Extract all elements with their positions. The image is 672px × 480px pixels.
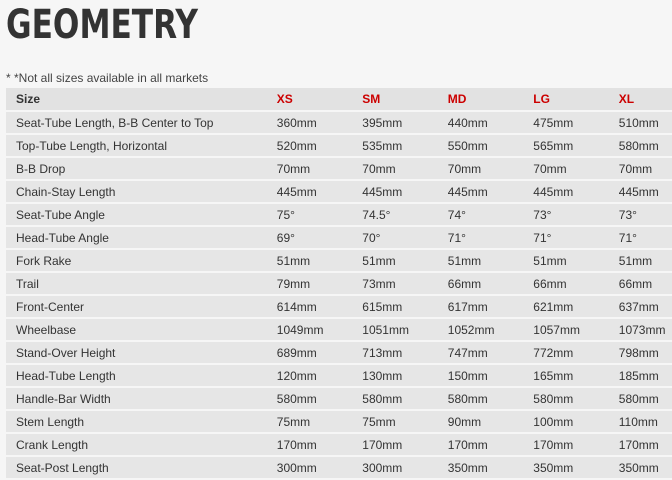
table-header-row — [6, 88, 672, 110]
cell-sm: 395mm — [362, 112, 448, 133]
size-header-sm: SM — [362, 88, 448, 110]
cell-sm: 300mm — [362, 457, 448, 478]
row-label: Wheelbase — [6, 319, 277, 340]
cell-lg: 445mm — [533, 181, 619, 202]
cell-xl: 185mm — [619, 365, 672, 386]
cell-md: 170mm — [448, 434, 534, 455]
cell-md: 70mm — [448, 158, 534, 179]
table-row — [6, 158, 672, 179]
row-label: Chain-Stay Length — [6, 181, 277, 202]
table-row — [6, 273, 672, 294]
cell-sm: 70mm — [362, 158, 448, 179]
cell-sm: 170mm — [362, 434, 448, 455]
cell-lg: 66mm — [533, 273, 619, 294]
cell-xs: 689mm — [277, 342, 363, 363]
cell-md: 1052mm — [448, 319, 534, 340]
cell-xl: 1073mm — [619, 319, 672, 340]
cell-xs: 1049mm — [277, 319, 363, 340]
cell-md: 150mm — [448, 365, 534, 386]
cell-xl: 71° — [619, 227, 672, 248]
row-label: Handle-Bar Width — [6, 388, 277, 409]
cell-lg: 70mm — [533, 158, 619, 179]
table-row — [6, 319, 672, 340]
cell-md: 440mm — [448, 112, 534, 133]
table-row — [6, 342, 672, 363]
cell-xl: 66mm — [619, 273, 672, 294]
size-header-xl: XL — [619, 88, 672, 110]
cell-md: 66mm — [448, 273, 534, 294]
table-row — [6, 250, 672, 271]
table-row — [6, 434, 672, 455]
cell-lg: 100mm — [533, 411, 619, 432]
table-row — [6, 227, 672, 248]
cell-xs: 75mm — [277, 411, 363, 432]
cell-sm: 75mm — [362, 411, 448, 432]
cell-xl: 70mm — [619, 158, 672, 179]
cell-xs: 170mm — [277, 434, 363, 455]
row-label: Front-Center — [6, 296, 277, 317]
availability-note: * *Not all sizes available in all markets — [6, 71, 209, 85]
size-header-label: Size — [6, 88, 277, 110]
cell-lg: 73° — [533, 204, 619, 225]
cell-sm: 130mm — [362, 365, 448, 386]
size-header-md: MD — [448, 88, 534, 110]
cell-xs: 51mm — [277, 250, 363, 271]
row-label: Seat-Post Length — [6, 457, 277, 478]
row-label: Top-Tube Length, Horizontal — [6, 135, 277, 156]
cell-xs: 614mm — [277, 296, 363, 317]
cell-xs: 70mm — [277, 158, 363, 179]
cell-xl: 580mm — [619, 388, 672, 409]
cell-lg: 565mm — [533, 135, 619, 156]
cell-md: 550mm — [448, 135, 534, 156]
cell-xs: 75° — [277, 204, 363, 225]
cell-lg: 475mm — [533, 112, 619, 133]
cell-xs: 120mm — [277, 365, 363, 386]
cell-sm: 73mm — [362, 273, 448, 294]
row-label: Seat-Tube Angle — [6, 204, 277, 225]
table-row — [6, 135, 672, 156]
cell-md: 74° — [448, 204, 534, 225]
cell-md: 350mm — [448, 457, 534, 478]
cell-md: 90mm — [448, 411, 534, 432]
cell-lg: 170mm — [533, 434, 619, 455]
cell-xl: 580mm — [619, 135, 672, 156]
table-row — [6, 296, 672, 317]
cell-md: 617mm — [448, 296, 534, 317]
cell-xl: 445mm — [619, 181, 672, 202]
row-label: Stem Length — [6, 411, 277, 432]
geometry-table-body — [6, 112, 672, 478]
cell-md: 51mm — [448, 250, 534, 271]
cell-lg: 772mm — [533, 342, 619, 363]
cell-sm: 535mm — [362, 135, 448, 156]
page-title: GEOMETRY — [6, 2, 199, 48]
cell-lg: 580mm — [533, 388, 619, 409]
cell-sm: 1051mm — [362, 319, 448, 340]
table-row — [6, 181, 672, 202]
cell-sm: 70° — [362, 227, 448, 248]
cell-md: 580mm — [448, 388, 534, 409]
cell-xs: 79mm — [277, 273, 363, 294]
cell-xl: 51mm — [619, 250, 672, 271]
size-header-lg: LG — [533, 88, 619, 110]
cell-lg: 621mm — [533, 296, 619, 317]
table-row — [6, 112, 672, 133]
row-label: Trail — [6, 273, 277, 294]
table-row — [6, 365, 672, 386]
row-label: Head-Tube Angle — [6, 227, 277, 248]
cell-lg: 350mm — [533, 457, 619, 478]
cell-sm: 713mm — [362, 342, 448, 363]
cell-xl: 350mm — [619, 457, 672, 478]
cell-xs: 360mm — [277, 112, 363, 133]
cell-xl: 798mm — [619, 342, 672, 363]
row-label: Head-Tube Length — [6, 365, 277, 386]
table-row — [6, 411, 672, 432]
row-label: Stand-Over Height — [6, 342, 277, 363]
cell-xs: 580mm — [277, 388, 363, 409]
cell-sm: 51mm — [362, 250, 448, 271]
cell-xl: 510mm — [619, 112, 672, 133]
cell-lg: 165mm — [533, 365, 619, 386]
table-row — [6, 457, 672, 478]
cell-lg: 51mm — [533, 250, 619, 271]
cell-md: 445mm — [448, 181, 534, 202]
cell-sm: 74.5° — [362, 204, 448, 225]
table-row — [6, 388, 672, 409]
cell-xl: 170mm — [619, 434, 672, 455]
row-label: Fork Rake — [6, 250, 277, 271]
size-header-xs: XS — [277, 88, 363, 110]
cell-md: 71° — [448, 227, 534, 248]
cell-xl: 73° — [619, 204, 672, 225]
cell-xs: 69° — [277, 227, 363, 248]
cell-xl: 637mm — [619, 296, 672, 317]
cell-lg: 1057mm — [533, 319, 619, 340]
row-label: Seat-Tube Length, B-B Center to Top — [6, 112, 277, 133]
row-label: B-B Drop — [6, 158, 277, 179]
cell-md: 747mm — [448, 342, 534, 363]
cell-sm: 580mm — [362, 388, 448, 409]
cell-sm: 615mm — [362, 296, 448, 317]
geometry-table — [6, 86, 672, 480]
row-label: Crank Length — [6, 434, 277, 455]
cell-lg: 71° — [533, 227, 619, 248]
cell-xs: 520mm — [277, 135, 363, 156]
cell-xs: 445mm — [277, 181, 363, 202]
cell-xl: 110mm — [619, 411, 672, 432]
cell-xs: 300mm — [277, 457, 363, 478]
cell-sm: 445mm — [362, 181, 448, 202]
table-row — [6, 204, 672, 225]
